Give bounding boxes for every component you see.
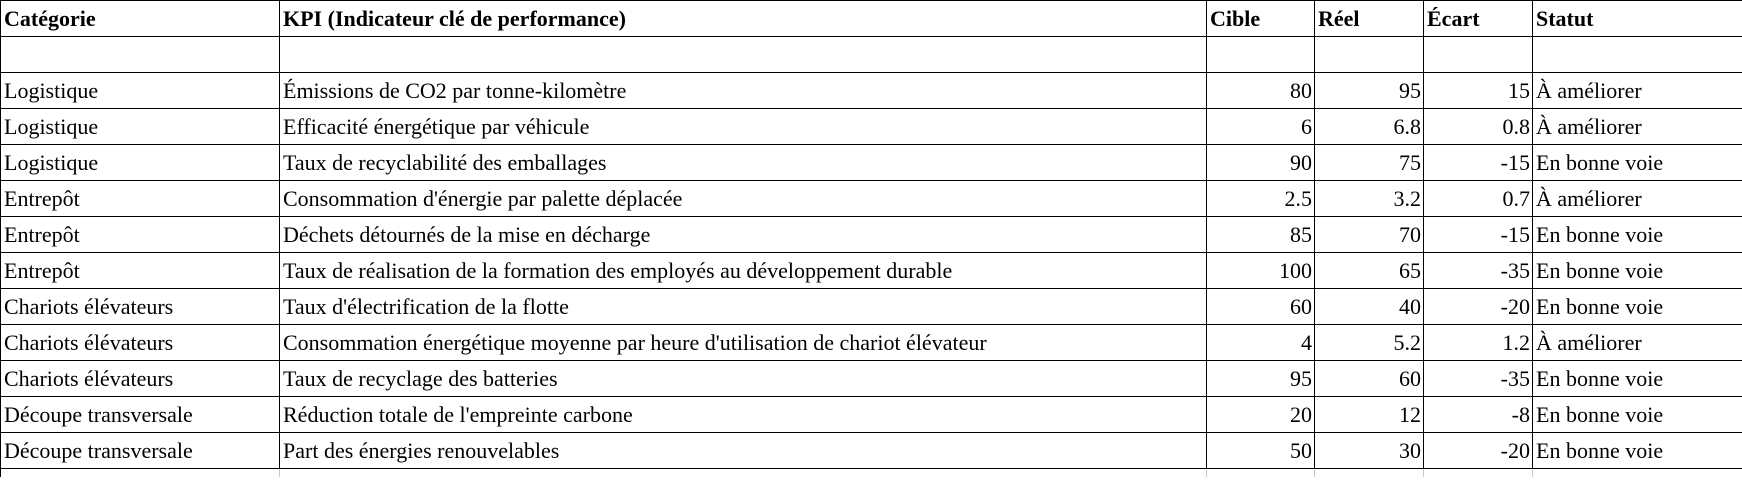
cell-ecart[interactable]: -35: [1424, 253, 1533, 289]
cell-categorie[interactable]: Découpe transversale: [1, 397, 280, 433]
cell-cible[interactable]: 20: [1207, 397, 1315, 433]
empty-cell[interactable]: [1207, 37, 1315, 73]
cell-reel[interactable]: 95: [1315, 73, 1424, 109]
empty-cell[interactable]: [1533, 469, 1742, 478]
header-cible[interactable]: Cible: [1207, 1, 1315, 37]
cell-cible[interactable]: 80: [1207, 73, 1315, 109]
cell-statut[interactable]: À améliorer: [1533, 73, 1742, 109]
empty-cell[interactable]: [280, 469, 1207, 478]
cell-cible[interactable]: 4: [1207, 325, 1315, 361]
cell-kpi[interactable]: Efficacité énergétique par véhicule: [280, 109, 1207, 145]
header-ecart[interactable]: Écart: [1424, 1, 1533, 37]
cell-ecart[interactable]: -15: [1424, 217, 1533, 253]
cell-cible[interactable]: 95: [1207, 361, 1315, 397]
cell-cible[interactable]: 6: [1207, 109, 1315, 145]
cell-kpi[interactable]: Consommation d'énergie par palette déplacée: [280, 181, 1207, 217]
cell-ecart[interactable]: -15: [1424, 145, 1533, 181]
cell-categorie[interactable]: Découpe transversale: [1, 433, 280, 469]
cell-reel[interactable]: 60: [1315, 361, 1424, 397]
header-statut[interactable]: Statut: [1533, 1, 1742, 37]
cell-statut[interactable]: En bonne voie: [1533, 217, 1742, 253]
cell-reel[interactable]: 75: [1315, 145, 1424, 181]
cell-statut[interactable]: En bonne voie: [1533, 433, 1742, 469]
partial-row: [1, 469, 1742, 478]
cell-categorie[interactable]: Logistique: [1, 73, 280, 109]
cell-ecart[interactable]: 15: [1424, 73, 1533, 109]
cell-kpi[interactable]: Émissions de CO2 par tonne-kilomètre: [280, 73, 1207, 109]
cell-kpi[interactable]: Consommation énergétique moyenne par heure d'utilisation de chariot élévateur: [280, 325, 1207, 361]
cell-statut[interactable]: À améliorer: [1533, 109, 1742, 145]
cell-categorie[interactable]: Entrepôt: [1, 181, 280, 217]
cell-reel[interactable]: 65: [1315, 253, 1424, 289]
cell-categorie[interactable]: Entrepôt: [1, 217, 280, 253]
table-row: [1, 145, 1742, 181]
cell-kpi[interactable]: Réduction totale de l'empreinte carbone: [280, 397, 1207, 433]
header-categorie[interactable]: Catégorie: [1, 1, 280, 37]
cell-cible[interactable]: 2.5: [1207, 181, 1315, 217]
cell-categorie[interactable]: Logistique: [1, 145, 280, 181]
cell-kpi[interactable]: Taux de réalisation de la formation des employés au développement durable: [280, 253, 1207, 289]
cell-reel[interactable]: 30: [1315, 433, 1424, 469]
cell-kpi[interactable]: Taux d'électrification de la flotte: [280, 289, 1207, 325]
cell-reel[interactable]: 6.8: [1315, 109, 1424, 145]
table-row: [1, 181, 1742, 217]
cell-categorie[interactable]: Chariots élévateurs: [1, 361, 280, 397]
cell-statut[interactable]: À améliorer: [1533, 325, 1742, 361]
cell-cible[interactable]: 50: [1207, 433, 1315, 469]
cell-kpi[interactable]: Taux de recyclage des batteries: [280, 361, 1207, 397]
cell-reel[interactable]: 12: [1315, 397, 1424, 433]
table-row: [1, 109, 1742, 145]
cell-cible[interactable]: 60: [1207, 289, 1315, 325]
cell-reel[interactable]: 3.2: [1315, 181, 1424, 217]
empty-cell[interactable]: [1, 37, 280, 73]
cell-statut[interactable]: En bonne voie: [1533, 361, 1742, 397]
cell-kpi[interactable]: Déchets détournés de la mise en décharge: [280, 217, 1207, 253]
empty-cell[interactable]: [280, 37, 1207, 73]
cell-statut[interactable]: En bonne voie: [1533, 289, 1742, 325]
cell-ecart[interactable]: 0.7: [1424, 181, 1533, 217]
cell-reel[interactable]: 70: [1315, 217, 1424, 253]
table-row: [1, 73, 1742, 109]
table-row: [1, 253, 1742, 289]
table-row: [1, 325, 1742, 361]
cell-kpi[interactable]: Taux de recyclabilité des emballages: [280, 145, 1207, 181]
table-row: [1, 433, 1742, 469]
cell-reel[interactable]: 5.2: [1315, 325, 1424, 361]
cell-ecart[interactable]: -35: [1424, 361, 1533, 397]
cell-reel[interactable]: 40: [1315, 289, 1424, 325]
table-row: [1, 289, 1742, 325]
table-row: [1, 361, 1742, 397]
empty-cell[interactable]: [1207, 469, 1315, 478]
cell-cible[interactable]: 100: [1207, 253, 1315, 289]
cell-ecart[interactable]: -8: [1424, 397, 1533, 433]
cell-ecart[interactable]: -20: [1424, 289, 1533, 325]
empty-cell[interactable]: [1315, 469, 1424, 478]
cell-ecart[interactable]: 1.2: [1424, 325, 1533, 361]
cell-ecart[interactable]: -20: [1424, 433, 1533, 469]
cell-ecart[interactable]: 0.8: [1424, 109, 1533, 145]
empty-cell[interactable]: [1533, 37, 1742, 73]
cell-cible[interactable]: 90: [1207, 145, 1315, 181]
cell-statut[interactable]: En bonne voie: [1533, 253, 1742, 289]
header-row: [1, 1, 1742, 37]
cell-categorie[interactable]: Entrepôt: [1, 253, 280, 289]
header-reel[interactable]: Réel: [1315, 1, 1424, 37]
cell-categorie[interactable]: Logistique: [1, 109, 280, 145]
cell-categorie[interactable]: Chariots élévateurs: [1, 325, 280, 361]
empty-cell[interactable]: [1424, 469, 1533, 478]
cell-statut[interactable]: À améliorer: [1533, 181, 1742, 217]
header-kpi[interactable]: KPI (Indicateur clé de performance): [280, 1, 1207, 37]
cell-categorie[interactable]: Chariots élévateurs: [1, 289, 280, 325]
empty-cell[interactable]: [1424, 37, 1533, 73]
table-row: [1, 397, 1742, 433]
cell-kpi[interactable]: Part des énergies renouvelables: [280, 433, 1207, 469]
empty-cell[interactable]: [1, 469, 280, 478]
cell-statut[interactable]: En bonne voie: [1533, 397, 1742, 433]
cell-cible[interactable]: 85: [1207, 217, 1315, 253]
empty-row: [1, 37, 1742, 73]
empty-cell[interactable]: [1315, 37, 1424, 73]
table-row: [1, 217, 1742, 253]
cell-statut[interactable]: En bonne voie: [1533, 145, 1742, 181]
